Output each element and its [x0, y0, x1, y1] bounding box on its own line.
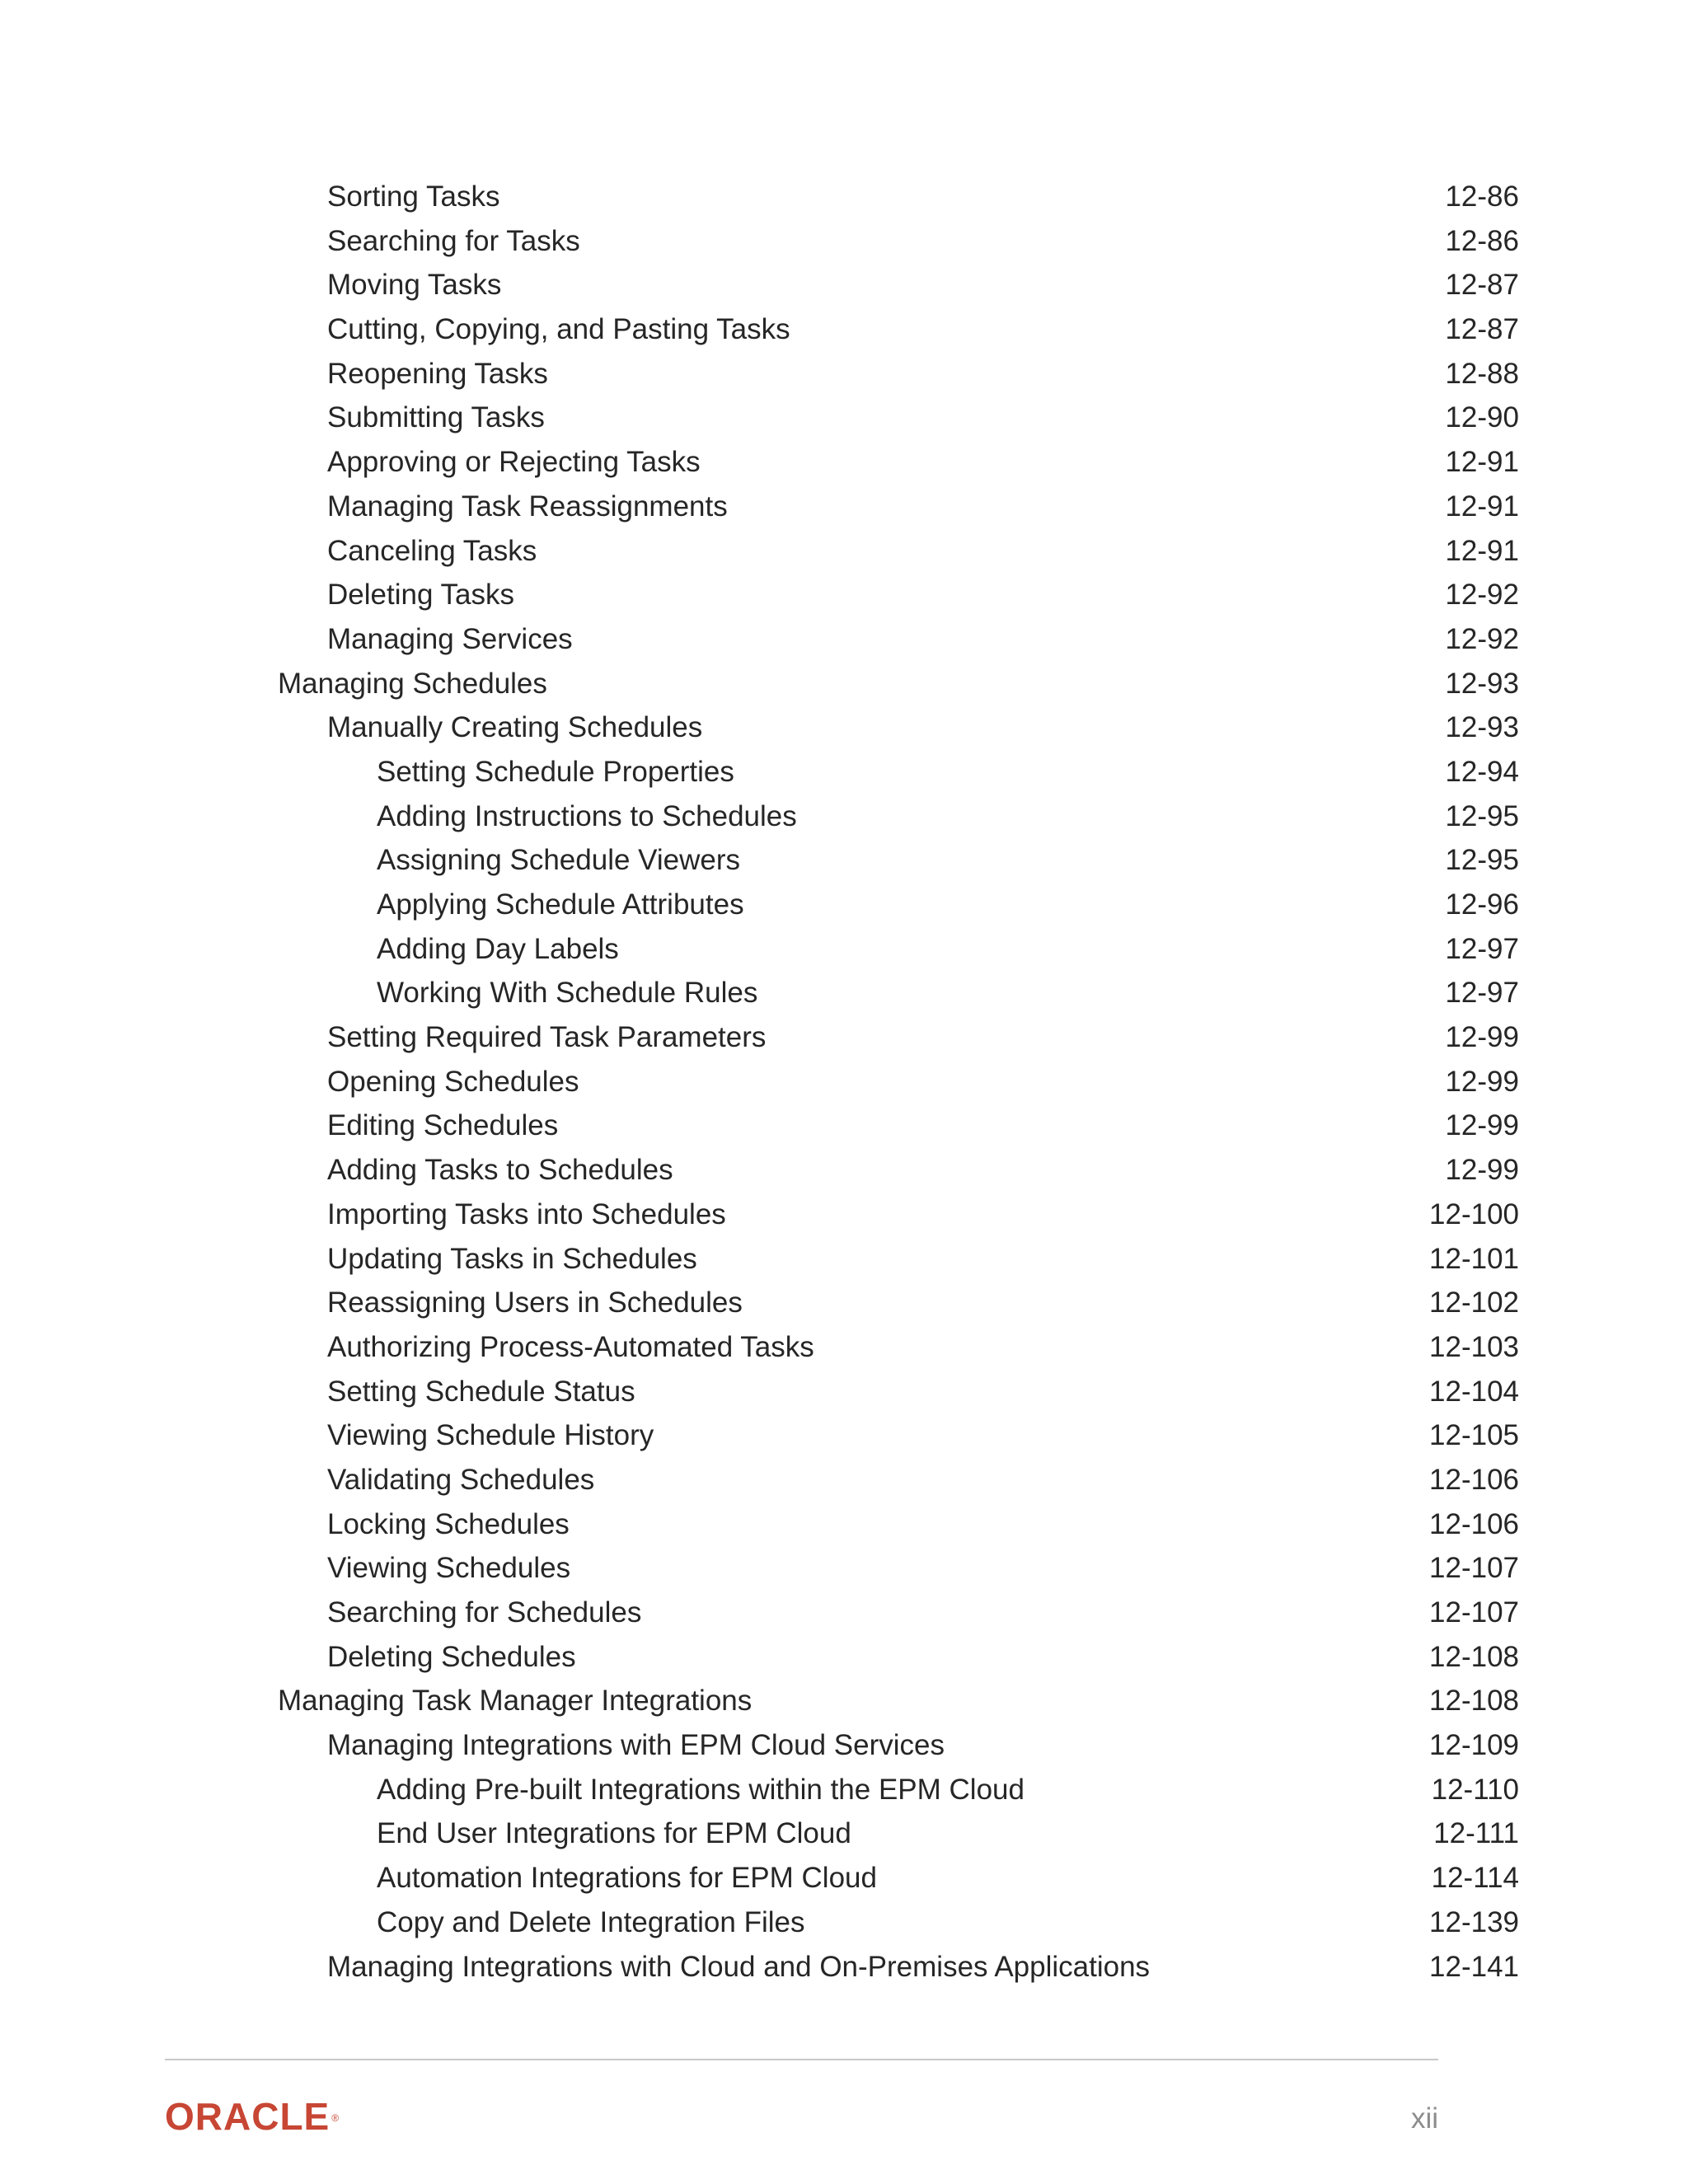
toc-entry[interactable] [0, 396, 1688, 440]
toc-entry-title[interactable]: Copy and Delete Integration Files [377, 1905, 805, 1938]
toc-entry-page[interactable]: 12-91 [1445, 534, 1519, 567]
toc-entry-page[interactable]: 12-93 [1445, 711, 1519, 744]
table-of-contents [0, 175, 1688, 1989]
oracle-logo [165, 2095, 340, 2138]
toc-entry-page[interactable]: 12-95 [1445, 799, 1519, 832]
toc-entry-title[interactable]: Adding Pre-built Integrations within the EPM Cloud [377, 1773, 1025, 1806]
toc-entry-title[interactable]: Manually Creating Schedules [327, 711, 703, 744]
toc-entry[interactable] [0, 307, 1688, 352]
toc-entry-title[interactable]: Adding Instructions to Schedules [377, 799, 797, 832]
toc-entry-title[interactable]: Managing Task Manager Integrations [278, 1685, 753, 1718]
toc-entry-title[interactable]: End User Integrations for EPM Cloud [377, 1817, 851, 1850]
toc-entry[interactable] [0, 1370, 1688, 1414]
toc-entry-page[interactable]: 12-97 [1445, 932, 1519, 965]
toc-entry[interactable] [0, 573, 1688, 617]
footer-divider [165, 2059, 1438, 2060]
toc-entry-page[interactable]: 12-100 [1429, 1197, 1519, 1230]
toc-entry-title[interactable]: Updating Tasks in Schedules [327, 1242, 697, 1275]
toc-entry-page[interactable]: 12-92 [1445, 622, 1519, 655]
toc-entry-title[interactable]: Locking Schedules [327, 1507, 570, 1540]
toc-entry-title[interactable]: Approving or Rejecting Tasks [327, 446, 701, 479]
toc-entry-page[interactable]: 12-108 [1429, 1640, 1519, 1673]
toc-entry-title[interactable]: Managing Services [327, 622, 573, 655]
toc-entry[interactable] [0, 705, 1688, 750]
toc-entry-page[interactable]: 12-99 [1445, 1154, 1519, 1187]
toc-entry-page[interactable]: 12-95 [1445, 844, 1519, 877]
toc-entry-title[interactable]: Reopening Tasks [327, 357, 548, 390]
toc-entry[interactable] [0, 1723, 1688, 1768]
toc-entry-page[interactable]: 12-94 [1445, 755, 1519, 788]
toc-entry-page[interactable]: 12-87 [1445, 269, 1519, 302]
toc-entry-title[interactable]: Adding Tasks to Schedules [327, 1154, 673, 1187]
toc-entry-title[interactable]: Setting Required Task Parameters [327, 1021, 767, 1054]
toc-entry-title[interactable]: Assigning Schedule Viewers [377, 844, 741, 877]
toc-entry[interactable] [0, 617, 1688, 662]
toc-entry[interactable] [0, 927, 1688, 972]
toc-entry-title[interactable]: Viewing Schedule History [327, 1419, 654, 1452]
toc-entry-page[interactable]: 12-111 [1433, 1817, 1519, 1850]
toc-entry-page[interactable]: 12-86 [1445, 224, 1519, 257]
toc-entry[interactable] [0, 1060, 1688, 1104]
toc-entry[interactable] [0, 1502, 1688, 1547]
toc-entry[interactable] [0, 1325, 1688, 1370]
toc-entry-title[interactable]: Editing Schedules [327, 1109, 559, 1142]
toc-entry-title[interactable]: Managing Integrations with EPM Cloud Services [327, 1729, 945, 1762]
toc-entry-page[interactable]: 12-91 [1445, 446, 1519, 479]
toc-entry-page[interactable]: 12-108 [1429, 1685, 1519, 1718]
toc-entry[interactable] [0, 175, 1688, 219]
toc-entry-page[interactable]: 12-109 [1429, 1729, 1519, 1762]
toc-entry-title[interactable]: Validating Schedules [327, 1463, 595, 1496]
toc-entry-page[interactable]: 12-96 [1445, 888, 1519, 921]
toc-entry[interactable] [0, 1193, 1688, 1237]
toc-entry-title[interactable]: Setting Schedule Properties [377, 755, 734, 788]
toc-entry-page[interactable]: 12-102 [1429, 1286, 1519, 1319]
toc-entry[interactable] [0, 1281, 1688, 1325]
toc-entry-page[interactable]: 12-106 [1429, 1463, 1519, 1496]
toc-entry[interactable] [0, 1458, 1688, 1502]
toc-entry-title[interactable]: Importing Tasks into Schedules [327, 1197, 726, 1230]
toc-entry[interactable] [0, 263, 1688, 307]
toc-entry[interactable] [0, 794, 1688, 839]
toc-entry[interactable] [0, 1768, 1688, 1812]
toc-entry-page[interactable]: 12-86 [1445, 180, 1519, 213]
toc-entry-title[interactable]: Opening Schedules [327, 1065, 579, 1098]
toc-entry-page[interactable]: 12-99 [1445, 1065, 1519, 1098]
toc-entry-title[interactable]: Canceling Tasks [327, 534, 537, 567]
toc-entry-page[interactable]: 12-97 [1445, 977, 1519, 1010]
toc-entry-title[interactable]: Searching for Schedules [327, 1596, 642, 1629]
toc-entry[interactable] [0, 1015, 1688, 1060]
toc-entry-title[interactable]: Applying Schedule Attributes [377, 888, 744, 921]
toc-entry-page[interactable]: 12-141 [1429, 1950, 1519, 1983]
toc-entry-title[interactable]: Adding Day Labels [377, 932, 619, 965]
toc-entry-title[interactable]: Submitting Tasks [327, 401, 545, 434]
toc-entry[interactable] [0, 1413, 1688, 1458]
toc-entry[interactable] [0, 1945, 1688, 1990]
toc-entry[interactable] [0, 1148, 1688, 1193]
oracle-logo-text: ORACLE [165, 2095, 331, 2138]
toc-entry[interactable] [0, 1900, 1688, 1945]
toc-entry-page[interactable]: 12-87 [1445, 313, 1519, 346]
toc-entry[interactable] [0, 440, 1688, 485]
toc-entry-title[interactable]: Automation Integrations for EPM Cloud [377, 1862, 877, 1895]
toc-entry-page[interactable]: 12-91 [1445, 490, 1519, 523]
toc-entry-title[interactable]: Reassigning Users in Schedules [327, 1286, 743, 1319]
toc-entry[interactable] [0, 971, 1688, 1015]
toc-entry-title[interactable]: Cutting, Copying, and Pasting Tasks [327, 313, 790, 346]
toc-entry[interactable] [0, 219, 1688, 264]
toc-entry-title[interactable]: Moving Tasks [327, 269, 502, 302]
toc-entry-title[interactable]: Working With Schedule Rules [377, 977, 758, 1010]
toc-entry-page[interactable]: 12-93 [1445, 667, 1519, 700]
toc-entry[interactable] [0, 883, 1688, 927]
toc-entry-page[interactable]: 12-107 [1429, 1596, 1519, 1629]
toc-entry[interactable] [0, 1679, 1688, 1723]
toc-entry-page[interactable]: 12-110 [1431, 1773, 1519, 1806]
toc-entry[interactable] [0, 1811, 1688, 1856]
toc-entry-page[interactable]: 12-114 [1431, 1862, 1519, 1895]
toc-entry-title[interactable]: Sorting Tasks [327, 180, 500, 213]
toc-entry[interactable] [0, 529, 1688, 574]
toc-entry-title[interactable]: Managing Task Reassignments [327, 490, 728, 523]
toc-entry-page[interactable]: 12-101 [1429, 1242, 1519, 1275]
toc-entry-page[interactable]: 12-107 [1429, 1552, 1519, 1585]
toc-entry-page[interactable]: 12-90 [1445, 401, 1519, 434]
registered-mark: ® [331, 2112, 340, 2124]
toc-entry[interactable] [0, 1104, 1688, 1148]
toc-entry-title[interactable]: Managing Integrations with Cloud and On-Premises Applications [327, 1950, 1151, 1983]
toc-entry-page[interactable]: 12-139 [1429, 1905, 1519, 1938]
toc-entry-title[interactable]: Authorizing Process-Automated Tasks [327, 1330, 814, 1363]
toc-entry[interactable] [0, 838, 1688, 883]
toc-entry-page[interactable]: 12-104 [1429, 1375, 1519, 1408]
toc-entry[interactable] [0, 485, 1688, 529]
toc-entry-page[interactable]: 12-88 [1445, 357, 1519, 390]
toc-entry-page[interactable]: 12-106 [1429, 1507, 1519, 1540]
toc-entry[interactable] [0, 352, 1688, 396]
toc-entry[interactable] [0, 662, 1688, 706]
toc-entry[interactable] [0, 1237, 1688, 1282]
toc-entry-page[interactable]: 12-99 [1445, 1109, 1519, 1142]
toc-entry-title[interactable]: Deleting Tasks [327, 579, 514, 612]
toc-entry-page[interactable]: 12-103 [1429, 1330, 1519, 1363]
toc-entry-title[interactable]: Setting Schedule Status [327, 1375, 635, 1408]
toc-entry-title[interactable]: Managing Schedules [278, 667, 547, 700]
toc-entry-title[interactable]: Deleting Schedules [327, 1640, 576, 1673]
toc-entry-title[interactable]: Searching for Tasks [327, 224, 580, 257]
page-number: xii [1410, 2102, 1438, 2135]
toc-entry[interactable] [0, 750, 1688, 794]
toc-entry[interactable] [0, 1591, 1688, 1635]
toc-entry-page[interactable]: 12-105 [1429, 1419, 1519, 1452]
toc-entry[interactable] [0, 1546, 1688, 1591]
toc-entry-title[interactable]: Viewing Schedules [327, 1552, 571, 1585]
toc-entry[interactable] [0, 1856, 1688, 1900]
toc-entry[interactable] [0, 1635, 1688, 1680]
toc-entry-page[interactable]: 12-92 [1445, 579, 1519, 612]
toc-entry-page[interactable]: 12-99 [1445, 1021, 1519, 1054]
